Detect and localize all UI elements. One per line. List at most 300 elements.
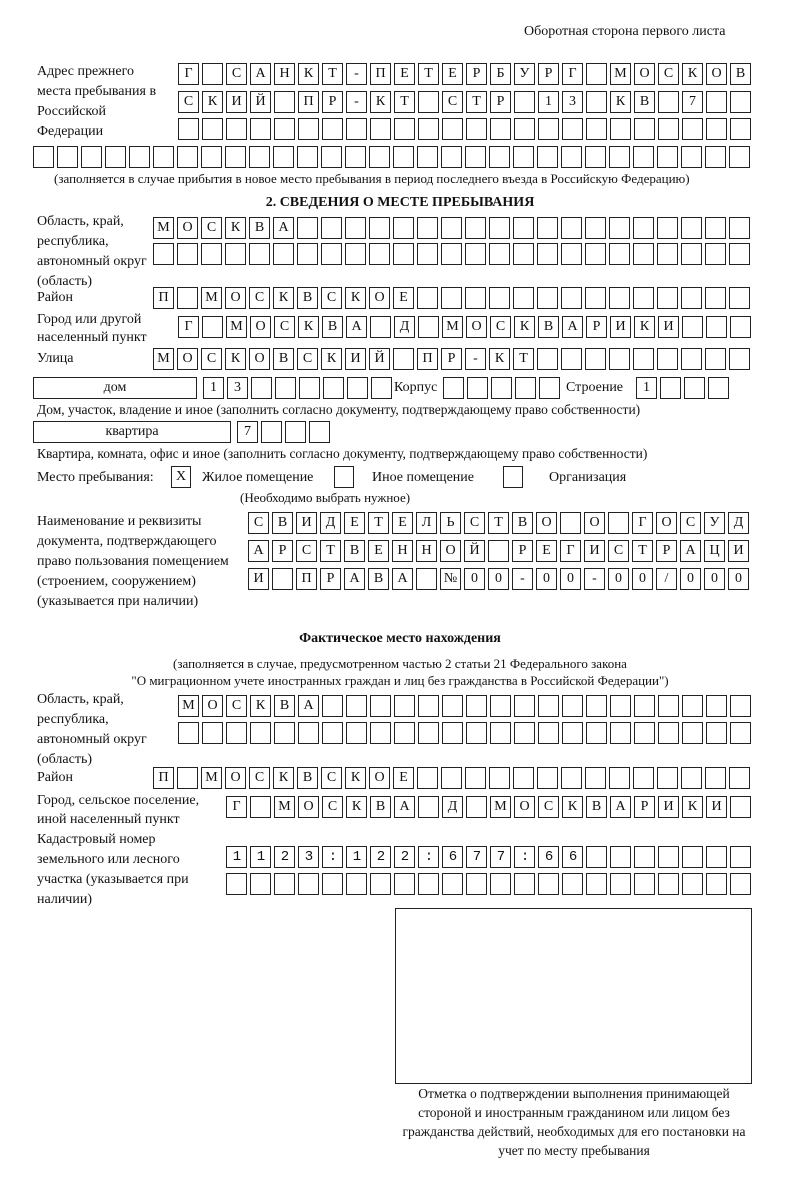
residential-checkbox[interactable]: X	[171, 466, 191, 488]
char-cell[interactable]	[465, 767, 486, 789]
char-cell[interactable]: К	[682, 796, 703, 818]
char-cell[interactable]	[657, 767, 678, 789]
char-cell[interactable]	[684, 377, 705, 399]
char-cell[interactable]: С	[249, 767, 270, 789]
char-cell[interactable]	[705, 217, 726, 239]
char-cell[interactable]: 1	[636, 377, 657, 399]
flat-type-field[interactable]: квартира	[33, 421, 231, 443]
char-cell[interactable]	[177, 146, 198, 168]
char-cell[interactable]	[682, 118, 703, 140]
char-cell[interactable]: К	[610, 91, 631, 113]
char-cell[interactable]	[514, 118, 535, 140]
char-cell[interactable]	[633, 287, 654, 309]
char-cell[interactable]	[562, 873, 583, 895]
char-cell[interactable]	[322, 118, 343, 140]
char-cell[interactable]	[634, 873, 655, 895]
char-cell[interactable]: Г	[178, 316, 199, 338]
char-cell[interactable]	[682, 873, 703, 895]
char-cell[interactable]	[394, 695, 415, 717]
char-cell[interactable]: В	[272, 512, 293, 534]
region-row-2[interactable]	[153, 243, 750, 265]
char-cell[interactable]	[658, 873, 679, 895]
char-cell[interactable]	[730, 316, 751, 338]
char-cell[interactable]	[729, 146, 750, 168]
char-cell[interactable]	[730, 695, 751, 717]
char-cell[interactable]: Р	[272, 540, 293, 562]
char-cell[interactable]: О	[536, 512, 557, 534]
previous-address-row-3[interactable]	[178, 118, 751, 140]
char-cell[interactable]	[610, 846, 631, 868]
char-cell[interactable]: 0	[608, 568, 629, 590]
char-cell[interactable]	[586, 63, 607, 85]
char-cell[interactable]	[513, 217, 534, 239]
char-cell[interactable]	[346, 873, 367, 895]
char-cell[interactable]	[370, 695, 391, 717]
char-cell[interactable]	[562, 118, 583, 140]
char-cell[interactable]	[466, 873, 487, 895]
char-cell[interactable]	[298, 873, 319, 895]
char-cell[interactable]: Й	[464, 540, 485, 562]
char-cell[interactable]: П	[298, 91, 319, 113]
char-cell[interactable]	[633, 146, 654, 168]
char-cell[interactable]: 1	[203, 377, 224, 399]
char-cell[interactable]	[585, 287, 606, 309]
char-cell[interactable]	[538, 722, 559, 744]
char-cell[interactable]	[275, 377, 296, 399]
char-cell[interactable]	[57, 146, 78, 168]
char-cell[interactable]: С	[248, 512, 269, 534]
char-cell[interactable]: С	[442, 91, 463, 113]
char-cell[interactable]	[705, 348, 726, 370]
char-cell[interactable]	[660, 377, 681, 399]
char-cell[interactable]	[561, 217, 582, 239]
char-cell[interactable]: К	[346, 796, 367, 818]
char-cell[interactable]: М	[153, 217, 174, 239]
char-cell[interactable]: В	[368, 568, 389, 590]
char-cell[interactable]	[370, 722, 391, 744]
char-cell[interactable]	[562, 722, 583, 744]
char-cell[interactable]	[633, 348, 654, 370]
char-cell[interactable]: Ц	[704, 540, 725, 562]
char-cell[interactable]	[178, 118, 199, 140]
char-cell[interactable]	[490, 722, 511, 744]
char-cell[interactable]: П	[153, 767, 174, 789]
char-cell[interactable]	[298, 722, 319, 744]
char-cell[interactable]	[489, 767, 510, 789]
char-cell[interactable]	[490, 695, 511, 717]
char-cell[interactable]: К	[273, 287, 294, 309]
char-cell[interactable]	[466, 796, 487, 818]
char-cell[interactable]	[489, 146, 510, 168]
cadastral-row-1[interactable]	[226, 846, 751, 868]
char-cell[interactable]	[394, 118, 415, 140]
char-cell[interactable]	[729, 287, 750, 309]
char-cell[interactable]: Й	[369, 348, 390, 370]
char-cell[interactable]: В	[274, 695, 295, 717]
char-cell[interactable]: В	[512, 512, 533, 534]
char-cell[interactable]: С	[226, 695, 247, 717]
char-cell[interactable]	[515, 377, 536, 399]
char-cell[interactable]	[418, 316, 439, 338]
char-cell[interactable]: К	[321, 348, 342, 370]
char-cell[interactable]	[634, 846, 655, 868]
char-cell[interactable]: Н	[274, 63, 295, 85]
char-cell[interactable]	[201, 243, 222, 265]
char-cell[interactable]	[538, 118, 559, 140]
char-cell[interactable]	[682, 695, 703, 717]
char-cell[interactable]	[441, 767, 462, 789]
char-cell[interactable]	[371, 377, 392, 399]
char-cell[interactable]: В	[586, 796, 607, 818]
char-cell[interactable]	[490, 873, 511, 895]
char-cell[interactable]: О	[225, 767, 246, 789]
char-cell[interactable]	[561, 348, 582, 370]
char-cell[interactable]: М	[610, 63, 631, 85]
char-cell[interactable]	[730, 91, 751, 113]
char-cell[interactable]: -	[584, 568, 605, 590]
char-cell[interactable]	[225, 243, 246, 265]
char-cell[interactable]	[465, 287, 486, 309]
char-cell[interactable]	[488, 540, 509, 562]
char-cell[interactable]: С	[490, 316, 511, 338]
char-cell[interactable]	[730, 722, 751, 744]
char-cell[interactable]	[610, 118, 631, 140]
char-cell[interactable]	[657, 287, 678, 309]
char-cell[interactable]	[609, 287, 630, 309]
char-cell[interactable]	[513, 146, 534, 168]
char-cell[interactable]	[226, 722, 247, 744]
char-cell[interactable]: И	[706, 796, 727, 818]
char-cell[interactable]	[706, 316, 727, 338]
char-cell[interactable]: Е	[344, 512, 365, 534]
char-cell[interactable]	[560, 512, 581, 534]
char-cell[interactable]	[226, 873, 247, 895]
char-cell[interactable]	[274, 91, 295, 113]
char-cell[interactable]: И	[345, 348, 366, 370]
actual-city-row[interactable]	[226, 796, 751, 818]
char-cell[interactable]: Г	[562, 63, 583, 85]
char-cell[interactable]	[658, 91, 679, 113]
char-cell[interactable]: П	[296, 568, 317, 590]
char-cell[interactable]: М	[201, 767, 222, 789]
char-cell[interactable]: Т	[394, 91, 415, 113]
char-cell[interactable]	[730, 846, 751, 868]
char-cell[interactable]: Т	[513, 348, 534, 370]
char-cell[interactable]	[561, 243, 582, 265]
char-cell[interactable]: О	[634, 63, 655, 85]
char-cell[interactable]: Р	[322, 91, 343, 113]
char-cell[interactable]	[681, 243, 702, 265]
char-cell[interactable]	[418, 722, 439, 744]
char-cell[interactable]: С	[321, 767, 342, 789]
char-cell[interactable]	[202, 316, 223, 338]
char-cell[interactable]: 7	[682, 91, 703, 113]
char-cell[interactable]	[153, 243, 174, 265]
char-cell[interactable]: К	[298, 316, 319, 338]
char-cell[interactable]: К	[202, 91, 223, 113]
char-cell[interactable]: М	[274, 796, 295, 818]
char-cell[interactable]: И	[584, 540, 605, 562]
char-cell[interactable]: Б	[490, 63, 511, 85]
char-cell[interactable]	[633, 217, 654, 239]
char-cell[interactable]: 0	[560, 568, 581, 590]
char-cell[interactable]: К	[514, 316, 535, 338]
char-cell[interactable]: М	[201, 287, 222, 309]
char-cell[interactable]: О	[177, 217, 198, 239]
char-cell[interactable]	[514, 873, 535, 895]
char-cell[interactable]: /	[656, 568, 677, 590]
char-cell[interactable]	[609, 217, 630, 239]
char-cell[interactable]	[249, 243, 270, 265]
actual-region-row-1[interactable]	[178, 695, 751, 717]
char-cell[interactable]: И	[248, 568, 269, 590]
char-cell[interactable]: Д	[728, 512, 749, 534]
char-cell[interactable]: А	[346, 316, 367, 338]
char-cell[interactable]	[346, 118, 367, 140]
char-cell[interactable]	[706, 873, 727, 895]
char-cell[interactable]: С	[296, 540, 317, 562]
flat-number-row[interactable]	[237, 421, 330, 443]
previous-address-row-2[interactable]	[178, 91, 751, 113]
char-cell[interactable]: С	[658, 63, 679, 85]
city-row[interactable]	[178, 316, 751, 338]
char-cell[interactable]	[346, 722, 367, 744]
char-cell[interactable]	[634, 118, 655, 140]
char-cell[interactable]: М	[178, 695, 199, 717]
char-cell[interactable]	[537, 243, 558, 265]
char-cell[interactable]: Р	[538, 63, 559, 85]
char-cell[interactable]	[345, 243, 366, 265]
house-type-field[interactable]: дом	[33, 377, 197, 399]
char-cell[interactable]: И	[728, 540, 749, 562]
char-cell[interactable]	[539, 377, 560, 399]
char-cell[interactable]	[681, 146, 702, 168]
char-cell[interactable]	[513, 243, 534, 265]
char-cell[interactable]	[322, 873, 343, 895]
char-cell[interactable]: В	[344, 540, 365, 562]
other-premises-checkbox[interactable]	[334, 466, 354, 488]
char-cell[interactable]: М	[226, 316, 247, 338]
char-cell[interactable]	[226, 118, 247, 140]
char-cell[interactable]	[466, 118, 487, 140]
char-cell[interactable]	[285, 421, 306, 443]
char-cell[interactable]: Р	[466, 63, 487, 85]
char-cell[interactable]	[274, 722, 295, 744]
char-cell[interactable]	[681, 767, 702, 789]
char-cell[interactable]	[537, 217, 558, 239]
char-cell[interactable]: 0	[680, 568, 701, 590]
char-cell[interactable]	[261, 421, 282, 443]
char-cell[interactable]	[586, 118, 607, 140]
char-cell[interactable]	[729, 348, 750, 370]
char-cell[interactable]	[250, 873, 271, 895]
char-cell[interactable]: А	[248, 540, 269, 562]
char-cell[interactable]	[657, 146, 678, 168]
char-cell[interactable]	[177, 287, 198, 309]
char-cell[interactable]: П	[417, 348, 438, 370]
char-cell[interactable]: Е	[394, 63, 415, 85]
char-cell[interactable]	[369, 217, 390, 239]
char-cell[interactable]: 0	[704, 568, 725, 590]
char-cell[interactable]: А	[562, 316, 583, 338]
char-cell[interactable]: К	[225, 217, 246, 239]
char-cell[interactable]	[346, 695, 367, 717]
char-cell[interactable]	[585, 146, 606, 168]
char-cell[interactable]	[369, 146, 390, 168]
char-cell[interactable]	[538, 695, 559, 717]
char-cell[interactable]: А	[250, 63, 271, 85]
char-cell[interactable]	[202, 118, 223, 140]
char-cell[interactable]	[706, 695, 727, 717]
korpus-row[interactable]	[443, 377, 560, 399]
char-cell[interactable]	[706, 118, 727, 140]
char-cell[interactable]: И	[296, 512, 317, 534]
char-cell[interactable]	[442, 722, 463, 744]
char-cell[interactable]	[177, 243, 198, 265]
char-cell[interactable]	[562, 695, 583, 717]
stroenie-row[interactable]	[636, 377, 729, 399]
char-cell[interactable]	[274, 118, 295, 140]
char-cell[interactable]: И	[226, 91, 247, 113]
char-cell[interactable]	[514, 91, 535, 113]
char-cell[interactable]	[417, 146, 438, 168]
char-cell[interactable]	[273, 243, 294, 265]
char-cell[interactable]	[729, 217, 750, 239]
char-cell[interactable]: А	[392, 568, 413, 590]
char-cell[interactable]: В	[297, 767, 318, 789]
char-cell[interactable]: Р	[490, 91, 511, 113]
char-cell[interactable]: Ь	[440, 512, 461, 534]
char-cell[interactable]	[681, 287, 702, 309]
char-cell[interactable]	[394, 722, 415, 744]
region-row-1[interactable]	[153, 217, 750, 239]
char-cell[interactable]: П	[153, 287, 174, 309]
char-cell[interactable]	[441, 243, 462, 265]
char-cell[interactable]	[706, 846, 727, 868]
char-cell[interactable]	[272, 568, 293, 590]
document-row-3[interactable]	[248, 568, 749, 590]
char-cell[interactable]	[586, 873, 607, 895]
char-cell[interactable]: Д	[394, 316, 415, 338]
char-cell[interactable]: У	[704, 512, 725, 534]
char-cell[interactable]: Н	[416, 540, 437, 562]
char-cell[interactable]: 1	[538, 91, 559, 113]
organization-checkbox[interactable]	[503, 466, 523, 488]
char-cell[interactable]: С	[322, 796, 343, 818]
char-cell[interactable]: Е	[392, 512, 413, 534]
char-cell[interactable]	[322, 695, 343, 717]
char-cell[interactable]	[251, 377, 272, 399]
char-cell[interactable]: О	[656, 512, 677, 534]
char-cell[interactable]: Р	[656, 540, 677, 562]
document-row-2[interactable]	[248, 540, 749, 562]
char-cell[interactable]: К	[225, 348, 246, 370]
char-cell[interactable]	[370, 316, 391, 338]
char-cell[interactable]	[537, 287, 558, 309]
char-cell[interactable]	[489, 287, 510, 309]
char-cell[interactable]	[466, 695, 487, 717]
char-cell[interactable]	[682, 722, 703, 744]
char-cell[interactable]	[561, 767, 582, 789]
char-cell[interactable]: А	[344, 568, 365, 590]
char-cell[interactable]: К	[345, 287, 366, 309]
char-cell[interactable]: Т	[488, 512, 509, 534]
char-cell[interactable]: С	[201, 217, 222, 239]
char-cell[interactable]	[323, 377, 344, 399]
char-cell[interactable]	[370, 873, 391, 895]
char-cell[interactable]: №	[440, 568, 461, 590]
previous-address-row-4[interactable]	[33, 146, 750, 168]
char-cell[interactable]: А	[610, 796, 631, 818]
char-cell[interactable]	[417, 217, 438, 239]
char-cell[interactable]	[682, 846, 703, 868]
char-cell[interactable]	[297, 243, 318, 265]
char-cell[interactable]: И	[610, 316, 631, 338]
char-cell[interactable]: Р	[634, 796, 655, 818]
char-cell[interactable]: 0	[632, 568, 653, 590]
char-cell[interactable]	[177, 767, 198, 789]
char-cell[interactable]	[298, 118, 319, 140]
char-cell[interactable]: К	[489, 348, 510, 370]
char-cell[interactable]	[202, 722, 223, 744]
char-cell[interactable]	[658, 695, 679, 717]
char-cell[interactable]: -	[465, 348, 486, 370]
char-cell[interactable]	[608, 512, 629, 534]
char-cell[interactable]	[491, 377, 512, 399]
char-cell[interactable]: Е	[442, 63, 463, 85]
char-cell[interactable]	[322, 722, 343, 744]
char-cell[interactable]: С	[274, 316, 295, 338]
char-cell[interactable]: Л	[416, 512, 437, 534]
char-cell[interactable]	[633, 243, 654, 265]
char-cell[interactable]: К	[298, 63, 319, 85]
char-cell[interactable]: Р	[512, 540, 533, 562]
char-cell[interactable]: О	[249, 348, 270, 370]
char-cell[interactable]	[393, 146, 414, 168]
char-cell[interactable]	[706, 722, 727, 744]
previous-address-row-1[interactable]	[178, 63, 751, 85]
char-cell[interactable]	[274, 873, 295, 895]
char-cell[interactable]: О	[584, 512, 605, 534]
char-cell[interactable]	[730, 873, 751, 895]
char-cell[interactable]	[681, 217, 702, 239]
char-cell[interactable]	[706, 91, 727, 113]
char-cell[interactable]	[586, 722, 607, 744]
char-cell[interactable]: А	[298, 695, 319, 717]
char-cell[interactable]: О	[250, 316, 271, 338]
char-cell[interactable]	[465, 217, 486, 239]
char-cell[interactable]: Г	[226, 796, 247, 818]
char-cell[interactable]	[250, 722, 271, 744]
char-cell[interactable]	[441, 146, 462, 168]
char-cell[interactable]	[225, 146, 246, 168]
char-cell[interactable]	[81, 146, 102, 168]
char-cell[interactable]	[418, 873, 439, 895]
char-cell[interactable]	[585, 767, 606, 789]
char-cell[interactable]: М	[153, 348, 174, 370]
char-cell[interactable]: -	[346, 63, 367, 85]
char-cell[interactable]	[418, 118, 439, 140]
char-cell[interactable]	[273, 146, 294, 168]
char-cell[interactable]	[369, 243, 390, 265]
char-cell[interactable]	[537, 146, 558, 168]
char-cell[interactable]	[441, 287, 462, 309]
char-cell[interactable]	[708, 377, 729, 399]
char-cell[interactable]: Т	[368, 512, 389, 534]
char-cell[interactable]: К	[682, 63, 703, 85]
char-cell[interactable]	[297, 146, 318, 168]
char-cell[interactable]	[490, 118, 511, 140]
